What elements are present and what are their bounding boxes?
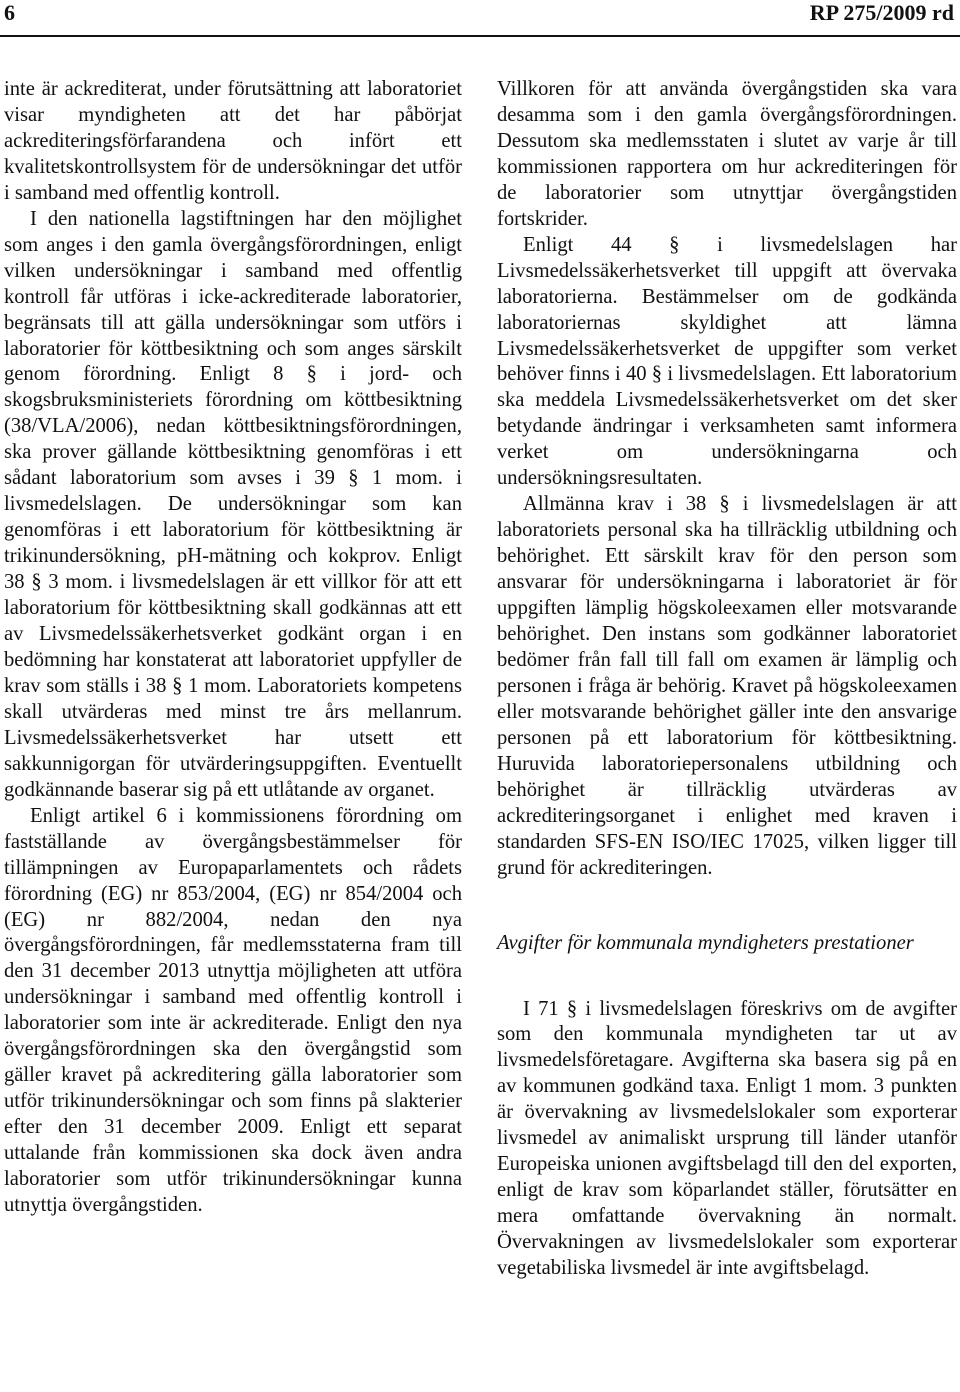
paragraph: inte är ackrediterat, under förutsättning att laboratoriet visar myndigheten att det har påbörjat ackrediteringsförfarandena och infört ett kvalitetskontrollsystem för de undersökningar det utför i samband med offentlig kontroll. (4, 78, 462, 204)
page-number: 6 (4, 0, 15, 25)
page-header (0, 0, 960, 34)
paragraph: I 71 § i livsmedelslagen föreskrivs om de avgifter som den kommunala myndigheten tar ut av livsmedelsföretagare. Avgifterna ska basera sig på en av kommunen godkänd taxa. Enligt 1 mom. 3 punkten är övervakning av livsmedelslokaler som exporterar livsmedel av animaliskt ursprung till länder utanför Europeiska unionen avgiftsbelagd till den del exporten, enligt de krav som köparlandet ställer, förutsätter en mera omfattande övervakning än normalt. Övervakningen av livsmedelslokaler som exporterar vegetabiliska livsmedel är inte avgiftsbelagd. (497, 997, 957, 1280)
section-heading: Avgifter för kommunala myndigheters prestationer (497, 931, 914, 954)
left-column (4, 77, 462, 1219)
right-column (497, 77, 957, 1282)
header-rule (0, 35, 960, 37)
paragraph: I den nationella lagstiftningen har den möjlighet som anges i den gamla övergångsförordningen, enligt vilken undersökningar i samband med offentlig kontroll får utföras i icke-ackrediterade laboratorier, begränsats till att gälla undersökningar som utförs i laboratorier för köttbesiktning och som anges särskilt genom förordning. Enligt 8 § i jord- och skogsbruksministeriets förordning om köttbesiktning (38/VLA/2006), nedan köttbesiktningsförordningen, ska prover gällande köttbesiktning genomföras i ett sådant laboratorium som avses i 39 § 1 mom. i livsmedelslagen. De undersökningar som kan genomföras i ett laboratorium för köttbesiktning är trikinundersökning, pH-mätning och kokprov. Enligt 38 § 3 mom. i livsmedelslagen är ett villkor för att ett laboratorium för köttbesiktning skall godkännas att ett av Livsmedelssäkerhetsverket godkänt organ i en bedömning har konstaterat att laboratoriet uppfyller de krav som ställs i 38 § 1 mom. Laboratoriets kompetens skall utvärderas med minst tre års mellanrum. Livsmedelssäkerhetsverket har utsett ett sakkunnigorgan för utvärderingsuppgiften. Eventuellt godkännande baserar sig på ett utlåtande av organet. (4, 207, 462, 801)
paragraph: Villkoren för att använda övergångstiden ska vara desamma som i den gamla övergångsförordningen. Dessutom ska medlemsstaten i slutet av varje år till kommissionen rapportera om hur ackrediteringen för de laboratorier som utnyttjar övergångstiden fortskrider. (497, 78, 957, 230)
document-reference: RP 275/2009 rd (809, 0, 954, 25)
paragraph: Enligt artikel 6 i kommissionens förordning om fastställande av övergångsbestämmelser för tillämpningen av Europaparlamentets och rådets förordning (EG) nr 853/2004, (EG) nr 854/2004 och (EG) nr 882/2004, nedan den nya övergångsförordningen, får medlemsstaterna fram till den 31 december 2013 utnyttja möjligheten att utföra undersökningar i samband med offentlig kontroll i laboratorier som inte är ackrediterade. Enligt den nya övergångsförordningen ska den övergångstid som gäller kravet på ackreditering gälla laboratorier som utför trikinundersökningar och som finns på slakterier efter den 31 december 2009. Enligt ett separat uttalande från kommissionen ska dock även andra laboratorier som utför trikinundersökningar kunna utnyttja övergångstiden. (4, 804, 462, 1216)
paragraph: Enligt 44 § i livsmedelslagen har Livsmedelssäkerhetsverket till uppgift att övervaka laboratorierna. Bestämmelser om de godkända laboratoriernas skyldighet att lämna Livsmedelssäkerhetsverket de uppgifter som verket behöver finns i 40 § i livsmedelslagen. Ett laboratorium ska meddela Livsmedelssäkerhetsverket om det sker betydande ändringar i verksamheten samt informera verket om undersökningarna och undersökningsresultaten. (497, 233, 957, 490)
paragraph: Allmänna krav i 38 § i livsmedelslagen är att laboratoriets personal ska ha tillräcklig utbildning och behörighet. Ett särskilt krav för den person som ansvarar för undersökningarna i laboratoriet är för uppgiften lämplig högskoleexamen eller motsvarande behörighet. Den instans som godkänner laboratoriet bedömer från fall till fall om examen är lämplig och personen i fråga är behörig. Kravet på högskoleexamen eller motsvarande behörighet gäller inte den ansvarige personen på ett laboratorium för köttbesiktning. Huruvida laboratoriepersonalens utbildning och behörighet är tillräcklig utvärderas av ackrediteringsorganet i enlighet med kraven i standarden SFS-EN ISO/IEC 17025, vilken ligger till grund för ackrediteringen. (497, 493, 957, 879)
